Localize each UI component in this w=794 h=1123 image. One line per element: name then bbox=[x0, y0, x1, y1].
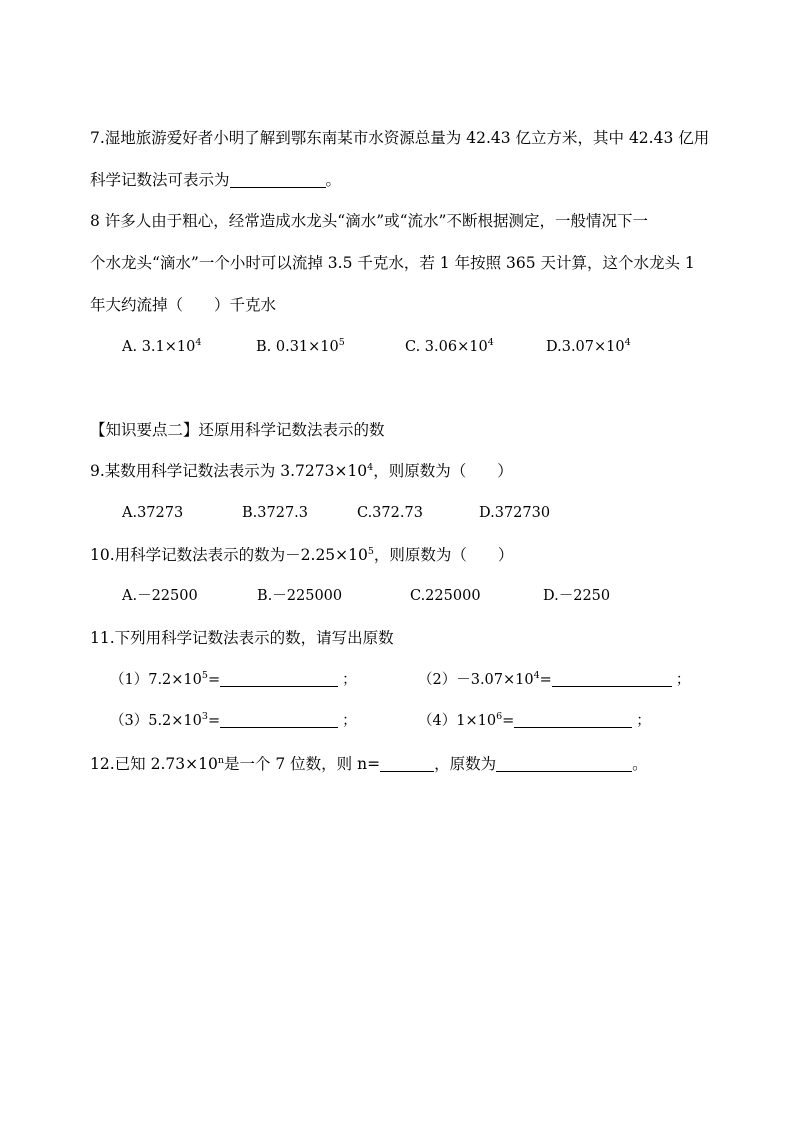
q11-item-3-base: （3）5.2×10 bbox=[110, 713, 202, 729]
q11-item-1-base: （1）7.2×10 bbox=[110, 672, 202, 688]
q12-stem-end: 。 bbox=[632, 755, 648, 773]
q8-option-a-base: A. 3.1×10 bbox=[122, 339, 196, 355]
q8-option-d-base: D.3.07×10 bbox=[546, 339, 625, 355]
q10-stem-post: ，则原数为（ ） bbox=[373, 546, 514, 564]
q8-option-b-exp: 5 bbox=[338, 337, 345, 348]
q9-option-d[interactable]: D.372730 bbox=[479, 505, 551, 521]
q8-option-c[interactable] bbox=[405, 337, 494, 357]
q9-stem-exp: 4 bbox=[367, 462, 374, 473]
q10-stem bbox=[90, 545, 513, 565]
q9-option-a[interactable]: A.37273 bbox=[122, 505, 184, 521]
q11-item-2-eq: = bbox=[539, 672, 552, 688]
q8-option-b-base: B. 0.31×10 bbox=[256, 339, 339, 355]
q7-line2 bbox=[90, 170, 341, 190]
q11-item-1-eq: = bbox=[207, 672, 221, 688]
q11-item-4-blank[interactable] bbox=[514, 712, 632, 728]
q12-stem-pre: 12.已知 2.73×10 bbox=[90, 755, 218, 773]
q11-item-1 bbox=[110, 670, 357, 690]
q11-stem: 11.下列用科学记数法表示的数，请写出原数 bbox=[90, 629, 394, 647]
q11-item-4-exp: 6 bbox=[496, 711, 503, 722]
q11-item-4 bbox=[418, 711, 651, 731]
q10-option-c[interactable]: C.225000 bbox=[410, 588, 481, 604]
q8-option-c-exp: 4 bbox=[487, 337, 494, 348]
q11-item-3-end: ； bbox=[342, 713, 357, 729]
q11-item-1-exp: 5 bbox=[201, 670, 208, 681]
q8-option-a-exp: 4 bbox=[195, 337, 202, 348]
q12-n-blank[interactable] bbox=[380, 756, 434, 772]
q8-option-d[interactable] bbox=[546, 337, 631, 357]
q11-item-1-end: ； bbox=[342, 672, 357, 688]
q9-stem bbox=[90, 461, 513, 481]
q12-number-blank[interactable] bbox=[496, 756, 632, 772]
q8-option-c-base: C. 3.06×10 bbox=[405, 339, 488, 355]
q11-item-3-exp: 3 bbox=[201, 711, 208, 722]
q9-option-c[interactable]: C.372.73 bbox=[357, 505, 423, 521]
q12-stem-exp: n bbox=[217, 755, 224, 766]
q8-line3: 年大约流掉（ ）千克水 bbox=[90, 296, 277, 314]
q7-answer-blank[interactable] bbox=[230, 172, 326, 188]
q11-item-3-blank[interactable] bbox=[220, 712, 338, 728]
q10-option-a[interactable]: A.－22500 bbox=[122, 588, 198, 604]
q8-option-a[interactable] bbox=[122, 337, 201, 357]
q9-stem-post: ，则原数为（ ） bbox=[373, 462, 513, 480]
q8-option-b[interactable] bbox=[256, 337, 345, 357]
q8-line2: 个水龙头“滴水”一个小时可以流掉 3.5 千克水，若 1 年按照 365 天计算，这个水龙头 1 bbox=[90, 254, 695, 272]
q11-item-2 bbox=[418, 670, 690, 690]
q11-item-2-blank[interactable] bbox=[552, 671, 672, 687]
q10-stem-exp: 5 bbox=[367, 546, 374, 557]
q8-line1: 8 许多人由于粗心，经常造成水龙头“滴水”或“流水”不断根据测定，一般情况下一 bbox=[90, 212, 648, 230]
q10-option-d[interactable]: D.－2250 bbox=[543, 588, 611, 604]
q12-stem-mid: 是一个 7 位数，则 n= bbox=[223, 755, 381, 773]
q10-option-b[interactable]: B.－225000 bbox=[257, 588, 343, 604]
q11-item-2-end: ； bbox=[675, 672, 691, 688]
q11-item-2-exp: 4 bbox=[533, 670, 540, 681]
q12-stem bbox=[90, 754, 648, 774]
q11-item-2-base: （2）－3.07×10 bbox=[418, 672, 534, 688]
q12-stem-mid2: ，原数为 bbox=[434, 755, 497, 773]
q11-item-3 bbox=[110, 711, 357, 731]
q11-item-4-base: （4）1×10 bbox=[418, 713, 497, 729]
q11-item-4-end: ； bbox=[636, 713, 651, 729]
q11-item-4-eq: = bbox=[502, 713, 515, 729]
q8-option-d-exp: 4 bbox=[624, 337, 631, 348]
q10-stem-pre: 10.用科学记数法表示的数为－2.25×10 bbox=[90, 546, 368, 564]
q9-option-b[interactable]: B.3727.3 bbox=[242, 505, 309, 521]
q7-line1: 7.湿地旅游爱好者小明了解到鄂东南某市水资源总量为 42.43 亿立方米，其中 42.43 亿用 bbox=[90, 129, 710, 147]
q7-line2-end: 。 bbox=[325, 171, 342, 189]
q9-stem-pre: 9.某数用科学记数法表示为 3.7273×10 bbox=[90, 462, 368, 480]
q11-item-3-eq: = bbox=[207, 713, 221, 729]
q11-item-1-blank[interactable] bbox=[220, 671, 338, 687]
section-heading: 【知识要点二】还原用科学记数法表示的数 bbox=[90, 421, 385, 439]
q7-line2-text: 科学记数法可表示为 bbox=[90, 171, 230, 189]
